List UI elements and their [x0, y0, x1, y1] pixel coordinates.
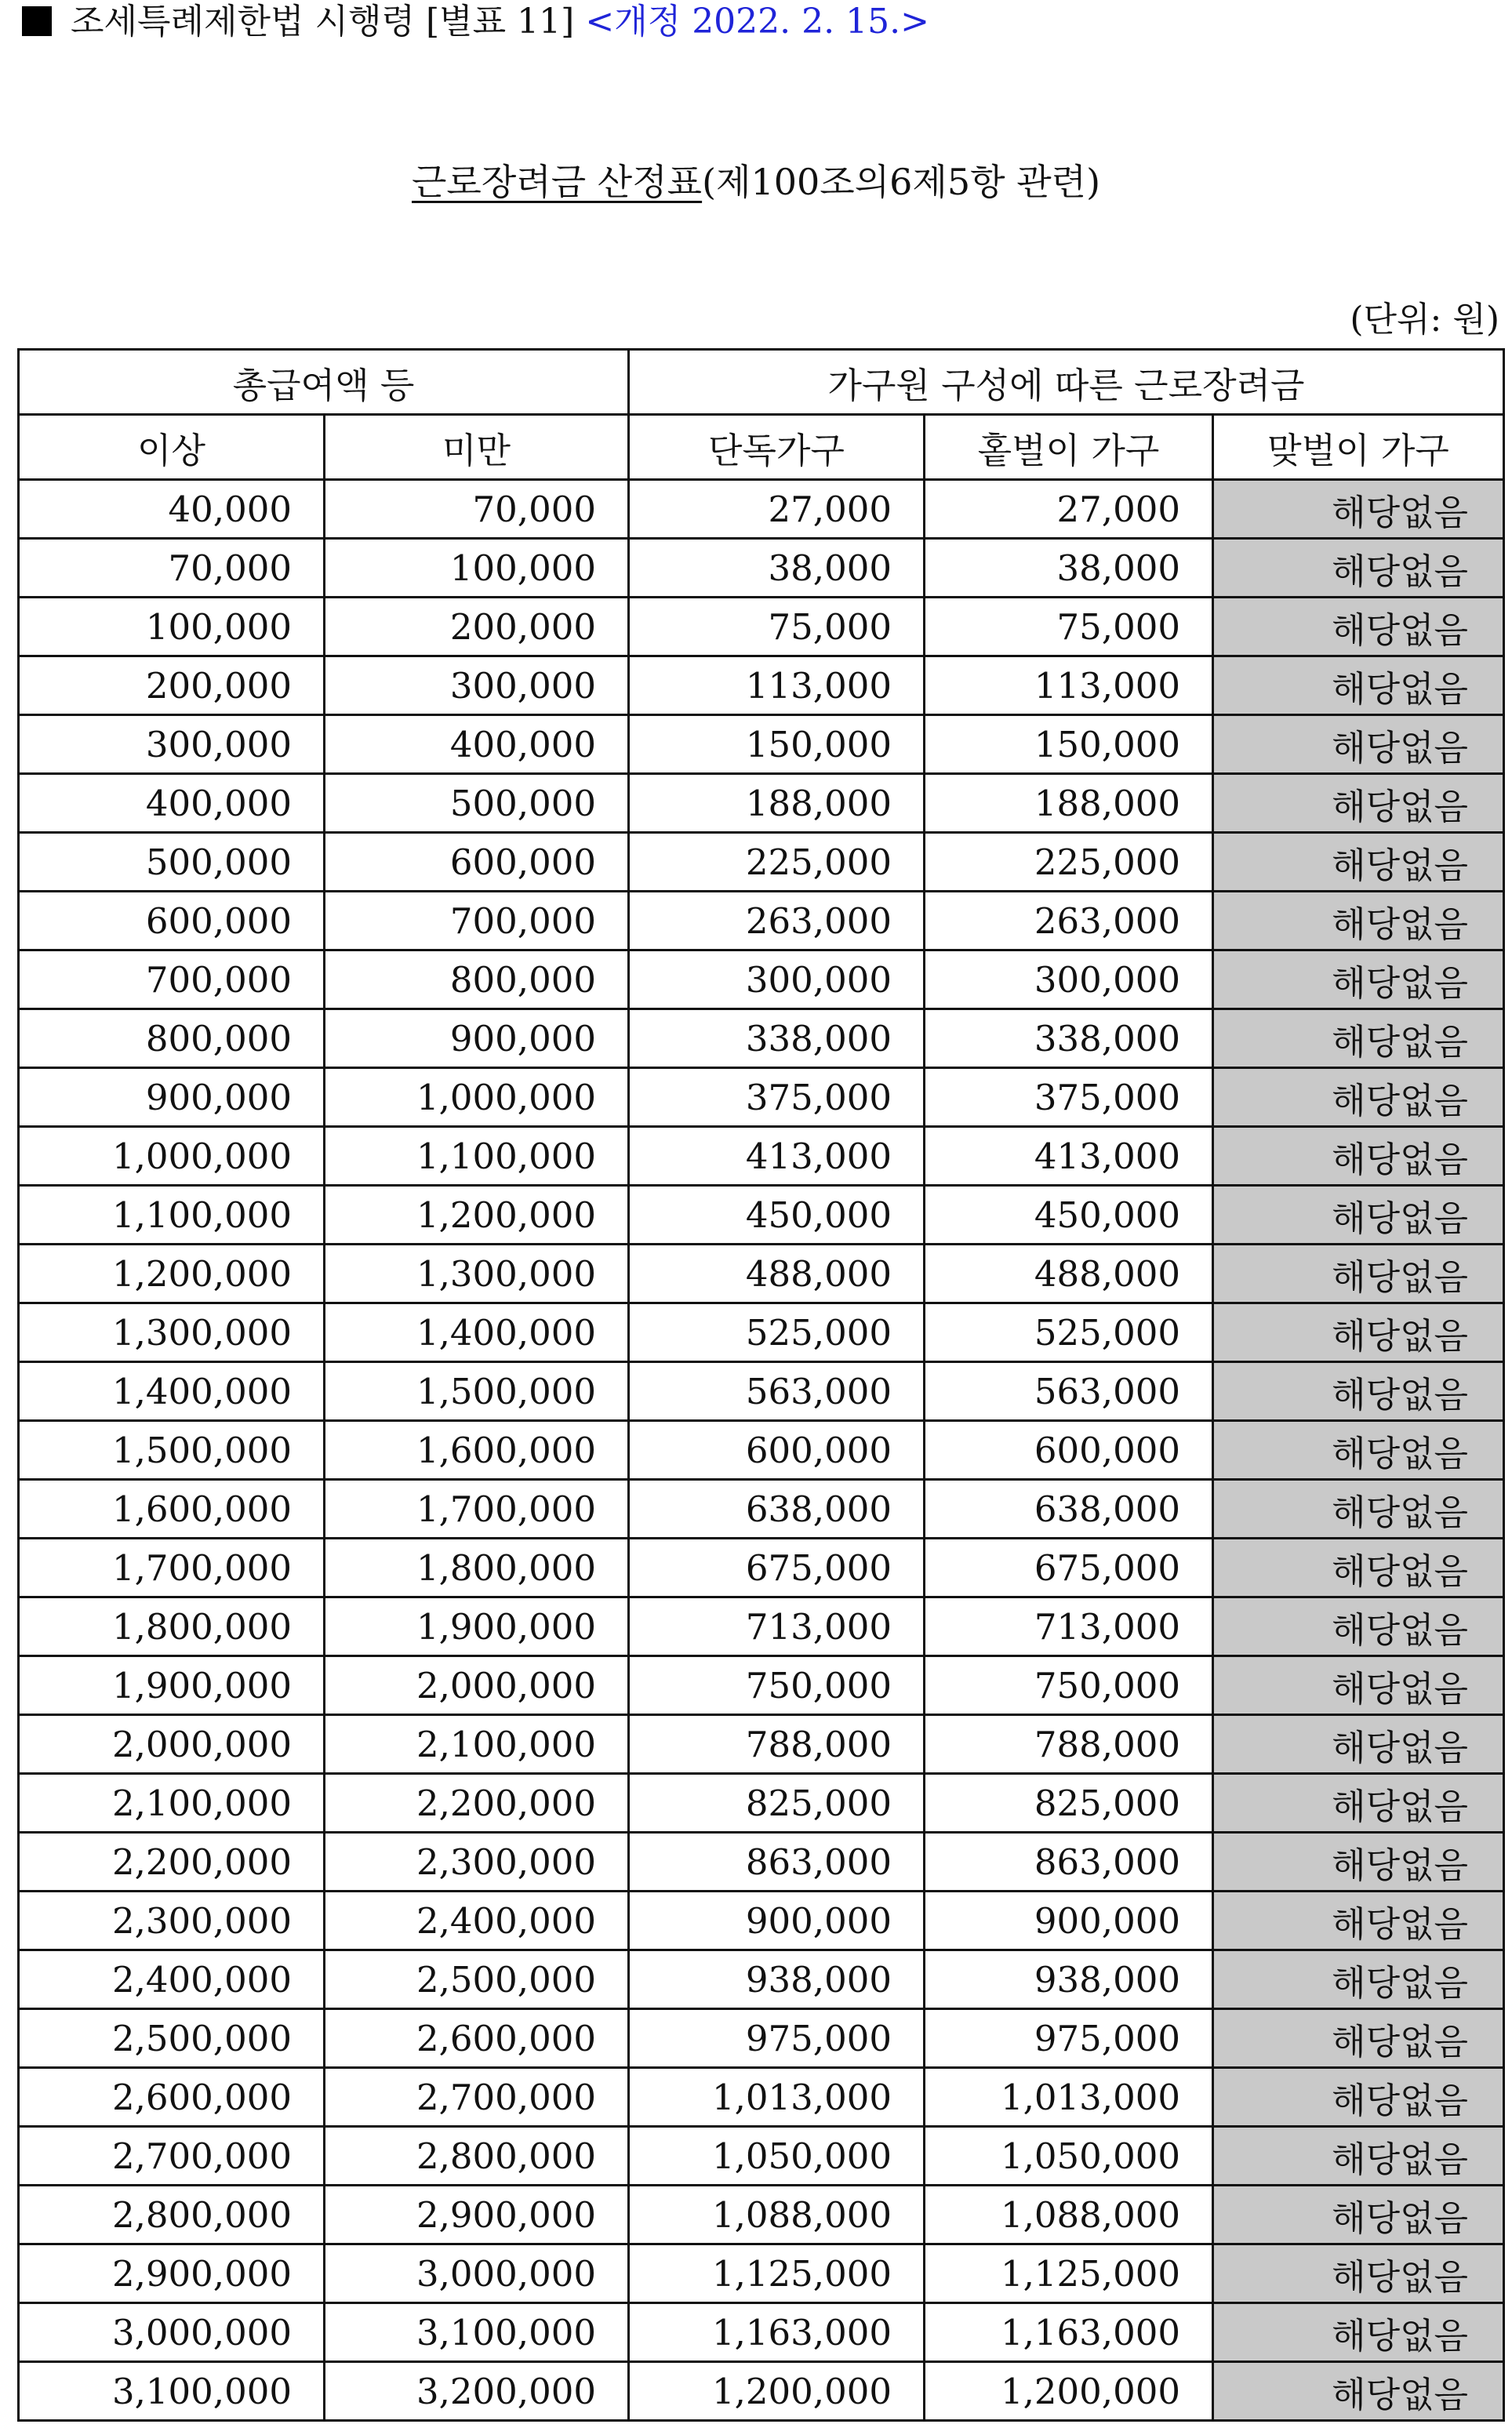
col-header-min: 이상: [19, 415, 325, 480]
table-row: [19, 2303, 1504, 2362]
table-row: [19, 1127, 1504, 1186]
cell-single: 788,000: [629, 1715, 925, 1774]
cell-min: 1,600,000: [19, 1480, 325, 1539]
cell-min: 2,200,000: [19, 1833, 325, 1892]
cell-dual-earner: 해당없음: [1213, 1009, 1504, 1068]
cell-single: 300,000: [629, 950, 925, 1009]
cell-dual-earner: 해당없음: [1213, 1833, 1504, 1892]
cell-single-earner: 638,000: [925, 1480, 1213, 1539]
cell-single-earner: 938,000: [925, 1950, 1213, 2009]
cell-dual-earner: 해당없음: [1213, 539, 1504, 598]
law-reference: 조세특례제한법 시행령 [별표 11]: [71, 2, 575, 42]
cell-dual-earner: 해당없음: [1213, 1950, 1504, 2009]
cell-single: 675,000: [629, 1539, 925, 1597]
title-sub: (제100조의6제5항 관련): [702, 161, 1101, 203]
cell-single-earner: 863,000: [925, 1833, 1213, 1892]
cell-single: 975,000: [629, 2009, 925, 2068]
cell-dual-earner: 해당없음: [1213, 2303, 1504, 2362]
cell-min: 2,700,000: [19, 2127, 325, 2186]
cell-max: 1,100,000: [325, 1127, 629, 1186]
cell-dual-earner: 해당없음: [1213, 1186, 1504, 1245]
cell-min: 1,400,000: [19, 1362, 325, 1421]
cell-max: 600,000: [325, 833, 629, 892]
cell-min: 1,000,000: [19, 1127, 325, 1186]
cell-single: 938,000: [629, 1950, 925, 2009]
table-row: [19, 539, 1504, 598]
cell-single-earner: 1,013,000: [925, 2068, 1213, 2127]
cell-single: 713,000: [629, 1597, 925, 1656]
cell-single: 863,000: [629, 1833, 925, 1892]
cell-max: 2,600,000: [325, 2009, 629, 2068]
cell-min: 2,900,000: [19, 2244, 325, 2303]
cell-single: 563,000: [629, 1362, 925, 1421]
cell-single: 1,013,000: [629, 2068, 925, 2127]
cell-single-earner: 1,163,000: [925, 2303, 1213, 2362]
cell-single: 488,000: [629, 1245, 925, 1303]
col-header-single: 단독가구: [629, 415, 925, 480]
table-row: [19, 833, 1504, 892]
table-row: [19, 1480, 1504, 1539]
cell-single-earner: 150,000: [925, 715, 1213, 774]
cell-max: 800,000: [325, 950, 629, 1009]
cell-max: 1,500,000: [325, 1362, 629, 1421]
cell-dual-earner: 해당없음: [1213, 1597, 1504, 1656]
table-row: [19, 2362, 1504, 2421]
cell-single: 188,000: [629, 774, 925, 833]
cell-min: 40,000: [19, 480, 325, 539]
cell-dual-earner: 해당없음: [1213, 2009, 1504, 2068]
cell-max: 1,600,000: [325, 1421, 629, 1480]
cell-max: 200,000: [325, 598, 629, 656]
cell-min: 1,500,000: [19, 1421, 325, 1480]
cell-single: 1,088,000: [629, 2186, 925, 2244]
cell-dual-earner: 해당없음: [1213, 2186, 1504, 2244]
cell-single-earner: 525,000: [925, 1303, 1213, 1362]
cell-min: 500,000: [19, 833, 325, 892]
cell-single-earner: 225,000: [925, 833, 1213, 892]
cell-single-earner: 38,000: [925, 539, 1213, 598]
cell-single: 225,000: [629, 833, 925, 892]
cell-dual-earner: 해당없음: [1213, 2244, 1504, 2303]
cell-single-earner: 788,000: [925, 1715, 1213, 1774]
cell-max: 1,000,000: [325, 1068, 629, 1127]
cell-single: 1,050,000: [629, 2127, 925, 2186]
cell-single-earner: 825,000: [925, 1774, 1213, 1833]
cell-single: 338,000: [629, 1009, 925, 1068]
col-header-max: 미만: [325, 415, 629, 480]
table-row: [19, 1068, 1504, 1127]
cell-min: 1,900,000: [19, 1656, 325, 1715]
cell-min: 2,800,000: [19, 2186, 325, 2244]
cell-single: 525,000: [629, 1303, 925, 1362]
cell-min: 2,600,000: [19, 2068, 325, 2127]
table-row: [19, 2244, 1504, 2303]
cell-max: 2,000,000: [325, 1656, 629, 1715]
cell-single-earner: 1,200,000: [925, 2362, 1213, 2421]
cell-dual-earner: 해당없음: [1213, 1656, 1504, 1715]
cell-max: 3,200,000: [325, 2362, 629, 2421]
cell-dual-earner: 해당없음: [1213, 892, 1504, 950]
cell-max: 1,300,000: [325, 1245, 629, 1303]
cell-single: 27,000: [629, 480, 925, 539]
cell-max: 1,800,000: [325, 1539, 629, 1597]
col-header-single-earner: 홑벌이 가구: [925, 415, 1213, 480]
cell-max: 2,200,000: [325, 1774, 629, 1833]
cell-single: 638,000: [629, 1480, 925, 1539]
cell-min: 2,400,000: [19, 1950, 325, 2009]
cell-max: 70,000: [325, 480, 629, 539]
table-row: [19, 2127, 1504, 2186]
cell-single-earner: 413,000: [925, 1127, 1213, 1186]
table-row: [19, 892, 1504, 950]
cell-max: 2,800,000: [325, 2127, 629, 2186]
cell-min: 800,000: [19, 1009, 325, 1068]
table-row: [19, 1715, 1504, 1774]
cell-dual-earner: 해당없음: [1213, 1245, 1504, 1303]
table-row: [19, 656, 1504, 715]
table-row: [19, 480, 1504, 539]
cell-single-earner: 975,000: [925, 2009, 1213, 2068]
document-title: [0, 160, 1512, 204]
table-row: [19, 1950, 1504, 2009]
cell-min: 1,700,000: [19, 1539, 325, 1597]
cell-max: 2,100,000: [325, 1715, 629, 1774]
table-row: [19, 1774, 1504, 1833]
cell-max: 3,100,000: [325, 2303, 629, 2362]
cell-single-earner: 1,050,000: [925, 2127, 1213, 2186]
cell-dual-earner: 해당없음: [1213, 1303, 1504, 1362]
cell-single: 900,000: [629, 1892, 925, 1950]
cell-max: 1,400,000: [325, 1303, 629, 1362]
cell-max: 2,500,000: [325, 1950, 629, 2009]
table-row: [19, 1421, 1504, 1480]
table-row: [19, 1303, 1504, 1362]
cell-min: 1,300,000: [19, 1303, 325, 1362]
cell-min: 100,000: [19, 598, 325, 656]
cell-max: 1,700,000: [325, 1480, 629, 1539]
cell-single: 113,000: [629, 656, 925, 715]
cell-dual-earner: 해당없음: [1213, 480, 1504, 539]
cell-single: 600,000: [629, 1421, 925, 1480]
cell-max: 3,000,000: [325, 2244, 629, 2303]
table-header: [19, 350, 1504, 480]
cell-dual-earner: 해당없음: [1213, 1892, 1504, 1950]
cell-min: 300,000: [19, 715, 325, 774]
cell-min: 900,000: [19, 1068, 325, 1127]
cell-max: 2,700,000: [325, 2068, 629, 2127]
cell-single: 75,000: [629, 598, 925, 656]
cell-min: 2,500,000: [19, 2009, 325, 2068]
table-row: [19, 950, 1504, 1009]
table-row: [19, 1362, 1504, 1421]
cell-dual-earner: 해당없음: [1213, 1539, 1504, 1597]
cell-max: 100,000: [325, 539, 629, 598]
cell-max: 400,000: [325, 715, 629, 774]
table-row: [19, 1245, 1504, 1303]
cell-single-earner: 1,088,000: [925, 2186, 1213, 2244]
cell-single-earner: 675,000: [925, 1539, 1213, 1597]
cell-single: 375,000: [629, 1068, 925, 1127]
law-reference-header: [22, 2, 929, 42]
table-row: [19, 774, 1504, 833]
unit-label: (단위: 원): [1350, 300, 1499, 340]
cell-max: 2,900,000: [325, 2186, 629, 2244]
cell-single: 825,000: [629, 1774, 925, 1833]
cell-dual-earner: 해당없음: [1213, 598, 1504, 656]
cell-single-earner: 338,000: [925, 1009, 1213, 1068]
cell-dual-earner: 해당없음: [1213, 1068, 1504, 1127]
cell-single-earner: 750,000: [925, 1656, 1213, 1715]
cell-min: 2,100,000: [19, 1774, 325, 1833]
cell-max: 1,900,000: [325, 1597, 629, 1656]
incentive-table: [17, 348, 1505, 2422]
cell-dual-earner: 해당없음: [1213, 833, 1504, 892]
cell-max: 1,200,000: [325, 1186, 629, 1245]
black-square-icon: [22, 6, 52, 36]
cell-dual-earner: 해당없음: [1213, 656, 1504, 715]
cell-min: 1,800,000: [19, 1597, 325, 1656]
table-row: [19, 715, 1504, 774]
cell-max: 500,000: [325, 774, 629, 833]
cell-single: 1,125,000: [629, 2244, 925, 2303]
cell-single-earner: 300,000: [925, 950, 1213, 1009]
cell-single: 413,000: [629, 1127, 925, 1186]
cell-single-earner: 375,000: [925, 1068, 1213, 1127]
cell-single-earner: 450,000: [925, 1186, 1213, 1245]
cell-single: 1,200,000: [629, 2362, 925, 2421]
cell-single-earner: 27,000: [925, 480, 1213, 539]
table-row: [19, 1597, 1504, 1656]
cell-single: 1,163,000: [629, 2303, 925, 2362]
cell-max: 900,000: [325, 1009, 629, 1068]
cell-single: 38,000: [629, 539, 925, 598]
cell-min: 2,000,000: [19, 1715, 325, 1774]
cell-single-earner: 188,000: [925, 774, 1213, 833]
cell-dual-earner: 해당없음: [1213, 1774, 1504, 1833]
title-main: 근로장려금 산정표: [411, 161, 703, 203]
cell-single-earner: 488,000: [925, 1245, 1213, 1303]
cell-single-earner: 263,000: [925, 892, 1213, 950]
table-row: [19, 1892, 1504, 1950]
cell-single-earner: 1,125,000: [925, 2244, 1213, 2303]
cell-min: 400,000: [19, 774, 325, 833]
cell-dual-earner: 해당없음: [1213, 950, 1504, 1009]
cell-dual-earner: 해당없음: [1213, 2362, 1504, 2421]
cell-max: 300,000: [325, 656, 629, 715]
cell-dual-earner: 해당없음: [1213, 2127, 1504, 2186]
benefit-group-header: 가구원 구성에 따른 근로장려금: [629, 350, 1504, 415]
cell-dual-earner: 해당없음: [1213, 1715, 1504, 1774]
cell-max: 2,400,000: [325, 1892, 629, 1950]
col-header-dual-earner: 맞벌이 가구: [1213, 415, 1504, 480]
cell-dual-earner: 해당없음: [1213, 774, 1504, 833]
cell-single: 750,000: [629, 1656, 925, 1715]
cell-min: 1,200,000: [19, 1245, 325, 1303]
cell-single: 263,000: [629, 892, 925, 950]
cell-dual-earner: 해당없음: [1213, 1421, 1504, 1480]
cell-min: 200,000: [19, 656, 325, 715]
cell-min: 600,000: [19, 892, 325, 950]
table-row: [19, 1656, 1504, 1715]
cell-single: 150,000: [629, 715, 925, 774]
cell-max: 2,300,000: [325, 1833, 629, 1892]
cell-min: 2,300,000: [19, 1892, 325, 1950]
cell-dual-earner: 해당없음: [1213, 1480, 1504, 1539]
amendment-note: <개정 2022. 2. 15.>: [585, 2, 929, 42]
cell-min: 70,000: [19, 539, 325, 598]
table-row: [19, 2186, 1504, 2244]
cell-min: 3,000,000: [19, 2303, 325, 2362]
table-row: [19, 2009, 1504, 2068]
cell-single: 450,000: [629, 1186, 925, 1245]
cell-max: 700,000: [325, 892, 629, 950]
cell-dual-earner: 해당없음: [1213, 1127, 1504, 1186]
income-group-header: 총급여액 등: [19, 350, 629, 415]
cell-single-earner: 113,000: [925, 656, 1213, 715]
table-row: [19, 1539, 1504, 1597]
cell-min: 700,000: [19, 950, 325, 1009]
table-row: [19, 2068, 1504, 2127]
cell-dual-earner: 해당없음: [1213, 2068, 1504, 2127]
cell-dual-earner: 해당없음: [1213, 715, 1504, 774]
cell-single-earner: 600,000: [925, 1421, 1213, 1480]
table-row: [19, 1009, 1504, 1068]
cell-single-earner: 713,000: [925, 1597, 1213, 1656]
table-row: [19, 1833, 1504, 1892]
cell-single-earner: 75,000: [925, 598, 1213, 656]
cell-min: 1,100,000: [19, 1186, 325, 1245]
cell-single-earner: 900,000: [925, 1892, 1213, 1950]
cell-dual-earner: 해당없음: [1213, 1362, 1504, 1421]
table-body: [19, 480, 1504, 2421]
cell-single-earner: 563,000: [925, 1362, 1213, 1421]
table-row: [19, 598, 1504, 656]
table-row: [19, 1186, 1504, 1245]
cell-min: 3,100,000: [19, 2362, 325, 2421]
